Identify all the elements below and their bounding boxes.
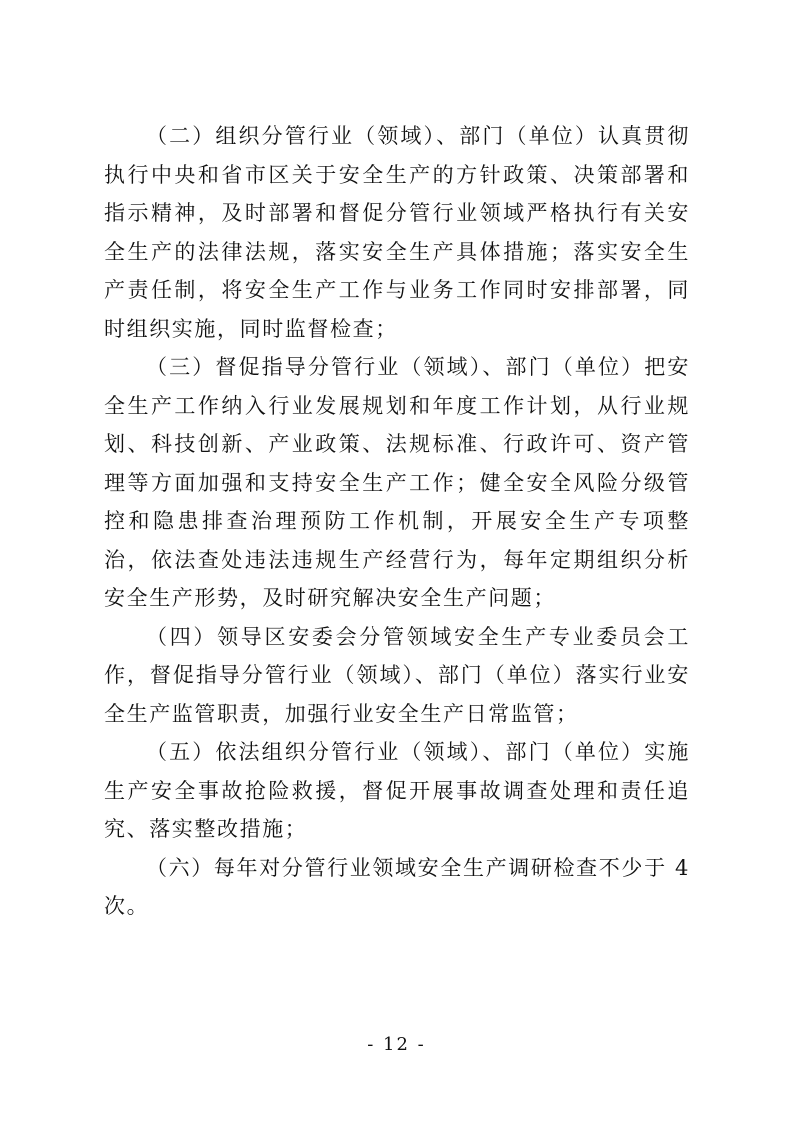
paragraph-duty-5: （五）依法组织分管行业（领域）、部门（单位）实施生产安全事故抢险救援，督促开展事故调查处理和责任追究、落实整改措施； bbox=[104, 740, 690, 841]
page-number: - 12 - bbox=[367, 1034, 426, 1055]
paragraph-duty-4: （四）领导区安委会分管领域安全生产专业委员会工作，督促指导分管行业（领域）、部门（单位）落实行业安全生产监管职责，加强行业安全生产日常监管； bbox=[104, 624, 690, 726]
document-body bbox=[104, 117, 690, 926]
paragraph-duty-3: （三）督促指导分管行业（领域）、部门（单位）把安全生产工作纳入行业发展规划和年度工作计划，从行业规划、科技创新、产业政策、法规标准、行政许可、资产管理等方面加强和支持安全生产工作；健全安全风险分级管控和隐患排查治理预防工作机制，开展安全生产专项整治，依法查处违法违规生产经营行为，每年定期组织分析安全生产形势，及时研究解决安全生产问题； bbox=[104, 355, 690, 610]
paragraph-duty-2: （二）组织分管行业（领域）、部门（单位）认真贯彻执行中央和省市区关于安全生产的方针政策、决策部署和指示精神，及时部署和督促分管行业领域严格执行有关安全生产的法律法规，落实安全生产具体措施；落实安全生产责任制，将安全生产工作与业务工作同时安排部署，同时组织实施，同时监督检查； bbox=[104, 124, 690, 341]
paragraph-duty-6: （六）每年对分管行业领域安全生产调研检查不少于 4 次。 bbox=[104, 855, 690, 918]
